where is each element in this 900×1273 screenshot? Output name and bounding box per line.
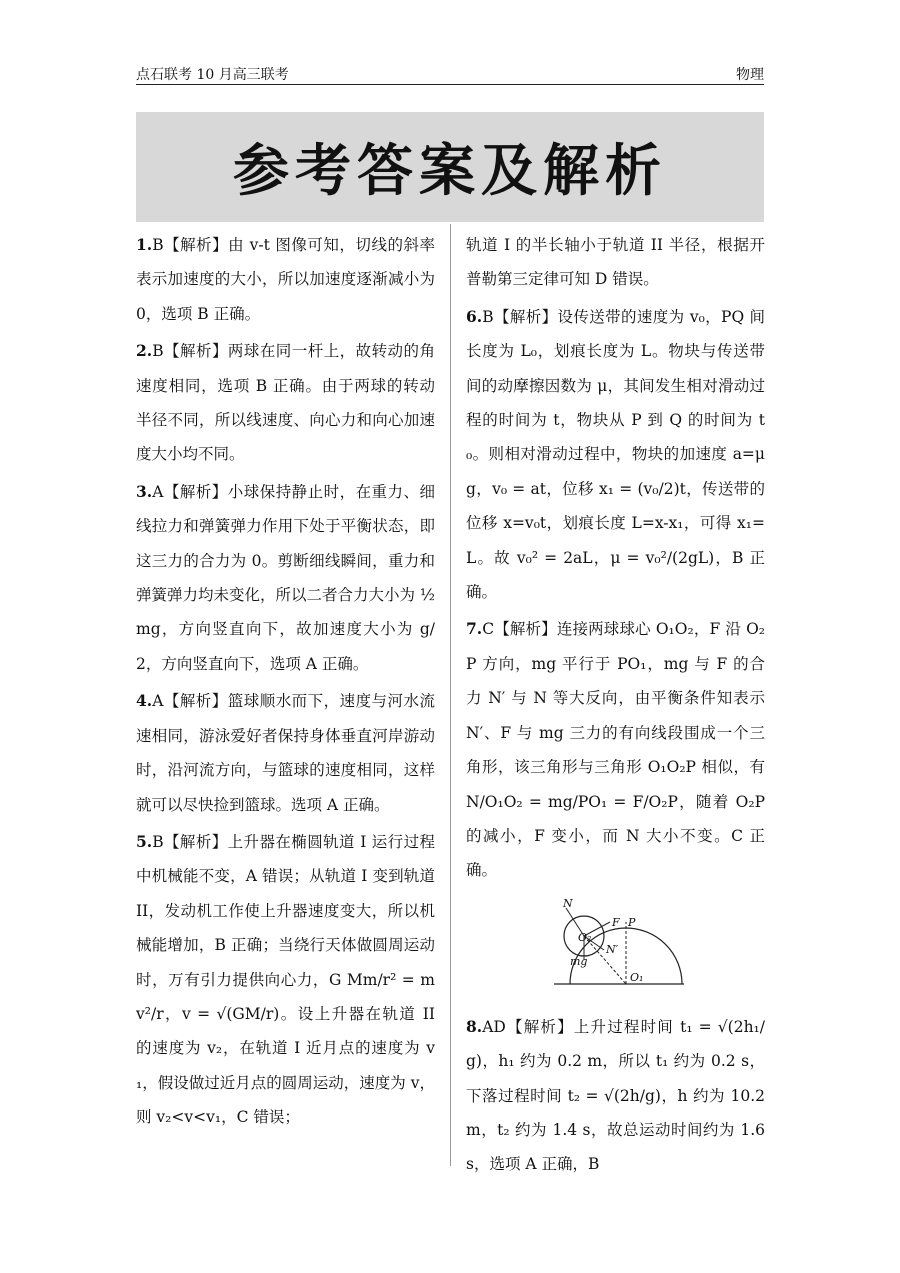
label-p: P bbox=[628, 915, 636, 929]
answer-text: 轨道 I 的半长轴小于轨道 II 半径，根据开普勒第三定律可知 D 错误。 bbox=[466, 236, 765, 289]
answer-5 bbox=[136, 825, 435, 1135]
answer-number: 8. bbox=[466, 1016, 483, 1036]
answer-text: B【解析】上升器在椭圆轨道 I 运行过程中机械能不变，A 错误；从轨道 I 变到轨道 II，发动机工作使上升器速度变大，所以机械能增加，B 正确；当绕行天体做圆周运动时，万有引力提供向心力，G Mm/r² = m v²/r，v = √(GM/r)。设上升器在轨道 II 的速度为 v₂，在轨道 I 近月点的速度为 v₁，假设做过近月点的圆周运动，速度为 v，则 v₂<v<v₁，C 错误； bbox=[136, 832, 435, 1127]
answer-number: 6. bbox=[466, 306, 483, 326]
left-column bbox=[136, 228, 435, 1138]
answer-number: 3. bbox=[136, 481, 153, 501]
page-title: 参考答案及解析 bbox=[233, 139, 667, 204]
page-header bbox=[136, 62, 764, 85]
answer-4 bbox=[136, 684, 435, 822]
answer-3 bbox=[136, 475, 435, 681]
answer-7 bbox=[466, 612, 765, 887]
answer-number: 5. bbox=[136, 831, 153, 851]
label-mg: mg bbox=[570, 954, 588, 968]
header-exam-name: 点石联考 10 月高三联考 bbox=[136, 67, 289, 83]
answer-5-continued bbox=[466, 228, 765, 297]
answer-text: A【解析】篮球顺水而下，速度与河水流速相同，游泳爱好者保持身体垂直河岸游动时，沿河流方向，与篮球的速度相同，这样就可以尽快捡到篮球。选项 A 正确。 bbox=[136, 692, 435, 814]
column-divider bbox=[450, 224, 451, 1166]
answer-text: C【解析】连接两球球心 O₁O₂，F 沿 O₂P 方向，mg 平行于 PO₁，mg 与 F 的合力 N′ 与 N 等大反向，由平衡条件知表示 N′、F 与 mg 三力的有向线段围成一个三角形，该三角形与三角形 O₁O₂P 相似，有 N/O₁O₂ = mg/PO₁ = F/O₂P，随着 O₂P 的减小，F 变小，而 N 大小不变。C 正确。 bbox=[466, 620, 765, 880]
answer-number: 4. bbox=[136, 691, 153, 711]
answer-2 bbox=[136, 334, 435, 472]
label-n: N bbox=[563, 896, 573, 910]
answer-number: 1. bbox=[136, 235, 153, 254]
title-banner bbox=[136, 112, 764, 222]
label-o1: O₁ bbox=[630, 970, 644, 984]
label-n-prime: N′ bbox=[606, 942, 619, 956]
header-subject: 物理 bbox=[736, 67, 764, 83]
answer-text: B【解析】由 v-t 图像可知，切线的斜率表示加速度的大小，所以加速度逐渐减小为 0，选项 B 正确。 bbox=[136, 236, 435, 323]
answer-6 bbox=[466, 300, 765, 610]
answer-text: AD【解析】上升过程时间 t₁ = √(2h₁/g)，h₁ 约为 0.2 m，所以 t₁ 约为 0.2 s，下落过程时间 t₂ = √(2h/g)，h 约为 10.2 m，t₂ 约为 1.4 s，故总运动时间约为 1.6 s，选项 A 正确，B bbox=[466, 1017, 765, 1174]
answer-text: A【解析】小球保持静止时，在重力、细线拉力和弹簧弹力作用下处于平衡状态，即这三力的合力为 0。剪断细线瞬间，重力和弹簧弹力均未变化，所以二者合力大小为 ½mg，方向竖直向下，故加速度大小为 g/2，方向竖直向下，选项 A 正确。 bbox=[136, 482, 435, 673]
answer-number: 7. bbox=[466, 619, 483, 639]
answer-8 bbox=[466, 1010, 765, 1182]
label-o2: O₂ bbox=[578, 930, 592, 944]
right-column bbox=[466, 228, 765, 1185]
label-f: F bbox=[612, 915, 620, 929]
answer-number: 2. bbox=[136, 341, 153, 361]
answer-text: B【解析】设传送带的速度为 v₀，PQ 间长度为 L₀，划痕长度为 L。物块与传送带间的动摩擦因数为 μ，其间发生相对滑动过程的时间为 t，物块从 P 到 Q 的时间为 t₀。则相对滑动过程中，物块的加速度 a=μg，v₀ = at，位移 x₁ = (v₀/2)t，传送带的位移 x=v₀t，划痕长度 L=x-x₁，可得 x₁=L。故 v₀² = 2aL，μ = v₀²/(2gL)，B 正确。 bbox=[466, 307, 765, 602]
physics-figure bbox=[466, 892, 765, 1004]
sphere-force-diagram bbox=[554, 892, 684, 992]
answer-text: B【解析】两球在同一杆上，故转动的角速度相同，选项 B 正确。由于两球的转动半径不同，所以线速度、向心力和向心加速度大小均不同。 bbox=[136, 342, 435, 464]
answer-1 bbox=[136, 228, 435, 331]
